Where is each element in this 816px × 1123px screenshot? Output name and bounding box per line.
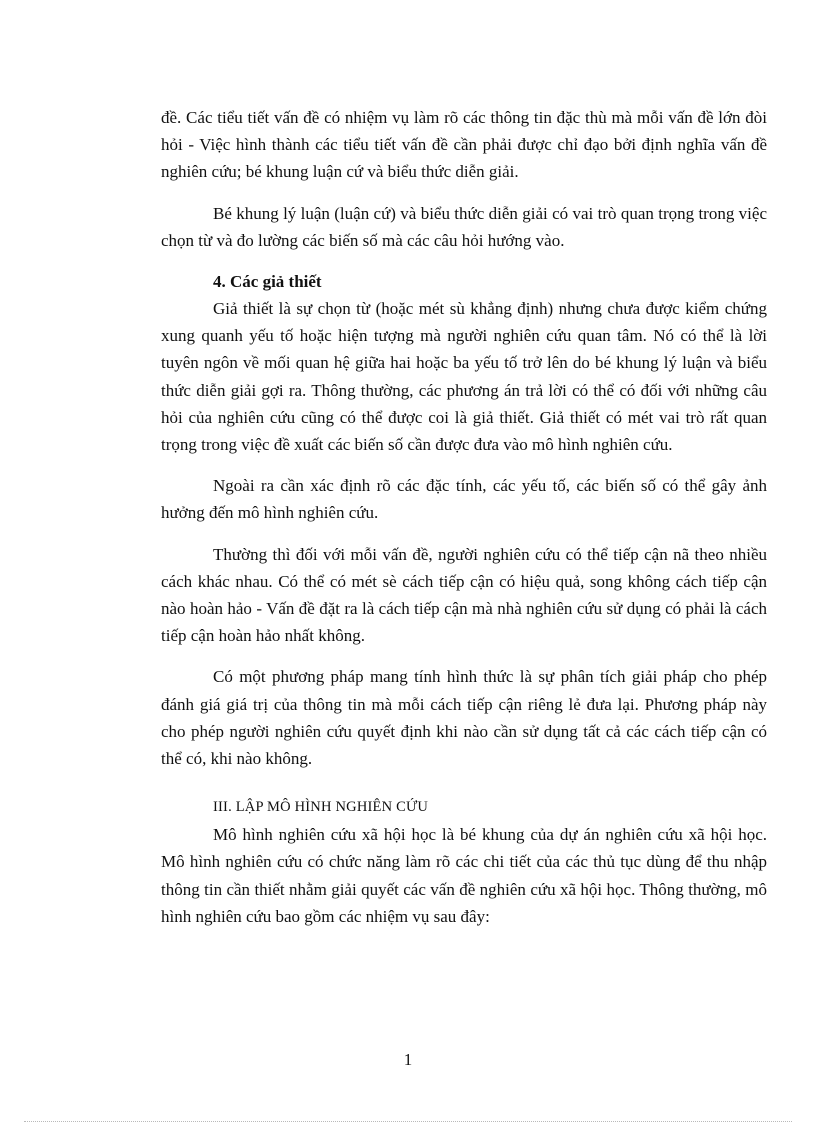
paragraph-framework-role: Bé khung lý luận (luận cứ) và biểu thức diễn giải có vai trò quan trọng trong việc chọn từ và đo lường các biến số mà các câu hỏi hướng vào.: [161, 203, 767, 250]
paragraph-research-model: Mô hình nghiên cứu xã hội học là bé khung của dự án nghiên cứu xã hội học. Mô hình nghiên cứu có chức năng làm rõ các chi tiết của các thủ tục dùng để thu nhập thông tin cần thiết nhằm giải quyết các vấn đề nghiên cứu xã hội học. Thông thường, mô hình nghiên cứu bao gồm các nhiệm vụ sau đây:: [161, 825, 767, 926]
paragraph-approaches: Thường thì đối với mỗi vấn đề, người nghiên cứu có thể tiếp cận nã theo nhiều cách khác nhau. Có thể có mét sè cách tiếp cận có hiệu quả, song không cách tiếp cận nào hoàn hảo - Vấn đề đặt ra là cách tiếp cận mà nhà nghiên cứu sử dụng có phải là cách tiếp cận hoàn hảo nhất không.: [161, 544, 767, 646]
paragraph-continuation: đề. Các tiểu tiết vấn đề có nhiệm vụ làm rõ các thông tin đặc thù mà mỗi vấn đề lớn đòi hỏi - Việc hình thành các tiểu tiết vấn đề cần phải được chỉ đạo bởi định nghĩa vấn đề nghiên cứu; bé khung luận cứ và biểu thức diễn giải.: [161, 108, 767, 182]
heading-hypotheses: 4. Các giả thiết: [213, 272, 322, 292]
page-bottom-border: [24, 1121, 792, 1122]
page-number: 1: [403, 1050, 413, 1069]
paragraph-hypothesis-definition: Giả thiết là sự chọn từ (hoặc mét sù khẳng định) nhưng chưa được kiểm chứng xung quanh yếu tố hoặc hiện tượng mà người nghiên cứu quan tâm. Nó có thể là lời tuyên ngôn về mối quan hệ giữa hai hoặc ba yếu tố trở lên do bé khung lý luận và biểu thức diễn giải gợi ra. Thông thường, các phương án trả lời có thể có đối với những câu hỏi của nghiên cứu cũng có thể được coi là giả thiết. Giả thiết có mét vai trò rất quan trọng trong việc đề xuất các biến số cần được đưa vào mô hình nghiên cứu.: [161, 299, 767, 455]
section-heading-research-model: III. LẬP MÔ HÌNH NGHIÊN CỨU: [213, 799, 429, 816]
paragraph-characteristics: Ngoài ra cần xác định rõ các đặc tính, các yếu tố, các biến số có thể gây ảnh hưởng đến mô hình nghiên cứu.: [161, 476, 767, 523]
paragraph-formal-method: Có một phương pháp mang tính hình thức là sự phân tích giải pháp cho phép đánh giá giá trị của thông tin mà mỗi cách tiếp cận riêng lẻ đưa lại. Phương pháp này cho phép người nghiên cứu quyết định khi nào cần sử dụng tất cả các cách tiếp cận có thể có, khi nào không.: [161, 667, 767, 769]
document-body: [161, 104, 767, 930]
